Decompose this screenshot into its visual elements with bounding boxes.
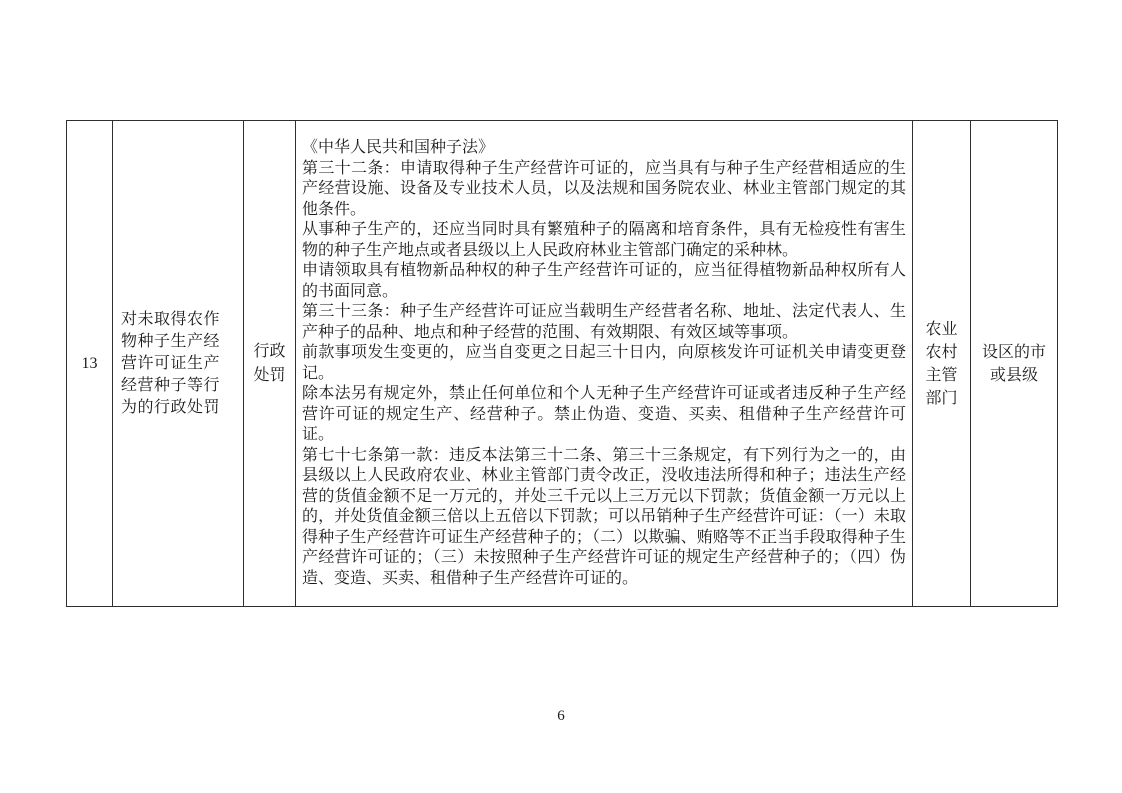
- legal-paragraph: 第三十三条：种子生产经营许可证应当载明生产经营者名称、地址、法定代表人、生产种子的品种、地点和种子经营的范围、有效期限、有效区域等事项。: [302, 303, 906, 341]
- table-row: [67, 121, 1058, 607]
- legal-paragraph: 从事种子生产的，还应当同时具有繁殖种子的隔离和培育条件，具有无检疫性有害生物的种子生产地点或者县级以上人民政府林业主管部门确定的采种林。: [302, 221, 906, 259]
- penalty-item-cell: 对未取得农作物种子生产经营许可证生产经营种子等行为的行政处罚: [113, 121, 244, 607]
- legal-paragraph: 第三十二条：申请取得种子生产经营许可证的，应当具有与种子生产经营相适应的生产经营设施、设备及专业技术人员，以及法规和国务院农业、林业主管部门规定的其他条件。: [302, 159, 906, 218]
- regulation-table: [66, 120, 1058, 607]
- legal-basis-cell: [296, 121, 913, 607]
- legal-paragraph: 除本法另有规定外，禁止任何单位和个人无种子生产经营许可证或者违反种子生产经营许可证的规定生产、经营种子。禁止伪造、变造、买卖、租借种子生产经营许可证。: [302, 385, 906, 443]
- penalty-category-cell: 行政处罚: [244, 121, 296, 607]
- sequence-number-cell: 13: [67, 121, 113, 607]
- legal-paragraph: 第七十七条第一款：违反本法第三十二条、第三十三条规定，有下列行为之一的，由县级以上人民政府农业、林业主管部门责令改正，没收违法所得和种子；违法生产经营的货值金额不足一万元的，并处三千元以上三万元以下罚款；货值金额一万元以上的，并处货值金额三倍以上五倍以下罚款；可以吊销种子生产经营许可证：（一）未取得种子生产经营许可证生产经营种子的；（二）以欺骗、贿赂等不正当手段取得种子生产经营许可证的；（三）未按照种子生产经营许可证的规定生产经营种子的；（四）伪造、变造、买卖、租借种子生产经营许可证的。: [302, 446, 906, 587]
- department-cell: 农业农村主管部门: [913, 121, 971, 607]
- legal-basis-title: 《中华人民共和国种子法》: [302, 139, 495, 156]
- page-number: 6: [557, 708, 565, 724]
- jurisdiction-level-cell: 设区的市或县级: [971, 121, 1058, 607]
- legal-paragraph: 前款事项发生变更的，应当自变更之日起三十日内，向原核发许可证机关申请变更登记。: [302, 344, 906, 382]
- legal-paragraph: 申请领取具有植物新品种权的种子生产经营许可证的，应当征得植物新品种权所有人的书面同意。: [302, 262, 906, 300]
